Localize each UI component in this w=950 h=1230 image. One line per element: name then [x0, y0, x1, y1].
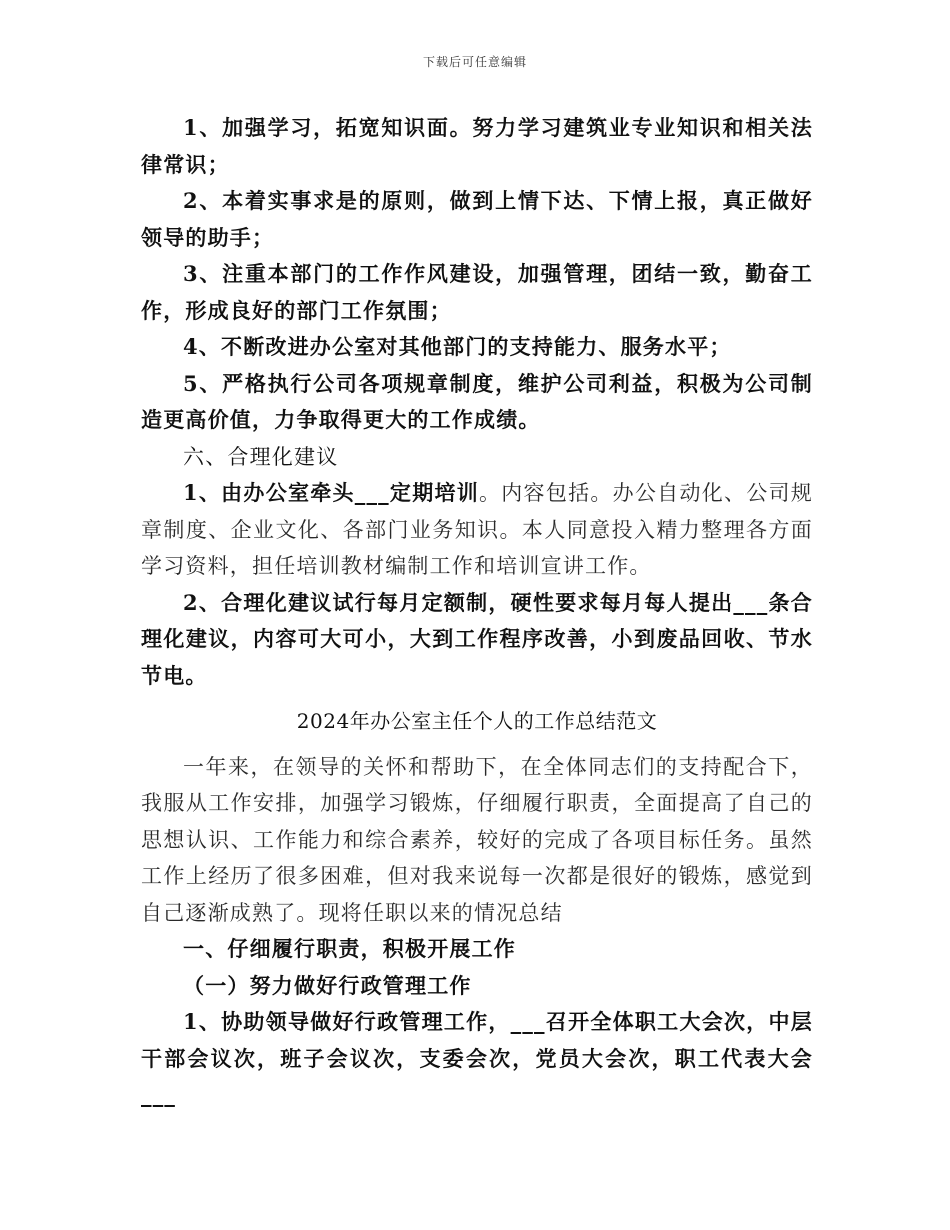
article-title: 2024年办公室主任个人的工作总结范文 — [296, 709, 658, 733]
paragraph-item-3: 3、注重本部门的工作作风建设，加强管理，团结一致，勤奋工作，形成良好的部门工作氛围； — [141, 261, 813, 323]
article-heading-1: 一、仔细履行职责，积极开展工作 — [183, 936, 516, 961]
article-intro: 一年来，在领导的关怀和帮助下，在全体同志们的支持配合下，我服从工作安排，加强学习锻炼，仔细履行职责，全面提高了自己的思想认识、工作能力和综合素养，较好的完成了各项目标任务。虽然工作上经历了很多困难，但对我来说每一次都是很好的锻炼，感觉到自己逐渐成熟了。现将任职以来的情况总结 — [141, 754, 813, 925]
article-item-1: 1、协助领导做好行政管理工作，___召开全体职工大会次，中层干部会议次，班子会议次，支委会次，党员大会次，职工代表大会___ — [141, 1009, 813, 1107]
section-6-item-1-body: 。内容包括。办公自动化、公司规章制度、企业文化、各部门业务知识。本人同意投入精力整理各方面学习资料，担任培训教材编制工作和培训宣讲工作。 — [141, 481, 813, 578]
paragraph-item-4: 4、不断改进办公室对其他部门的支持能力、服务水平； — [183, 334, 732, 359]
page-header: 下载后可任意编辑 — [422, 55, 527, 69]
section-6-item-2: 2、合理化建议试行每月定额制，硬性要求每月每人提出___条合理化建议，内容可大可小，大到工作程序改善，小到废品回收、节水节电。 — [141, 589, 813, 688]
article-subheading-1: （一）努力做好行政管理工作 — [183, 972, 472, 998]
paragraph-item-1: 1、加强学习，拓宽知识面。努力学习建筑业专业知识和相关法律常识； — [141, 115, 813, 177]
paragraph-item-2: 2、本着实事求是的原则，做到上情下达、下情上报，真正做好领导的助手； — [141, 188, 813, 250]
section-heading-6: 六、合理化建议 — [183, 444, 339, 469]
section-6-item-1-lead: 1、由办公室牵头___定期培训 — [183, 480, 480, 505]
document-body — [141, 110, 813, 1114]
section-6-item-1 — [141, 475, 813, 585]
paragraph-item-5: 5、严格执行公司各项规章制度，维护公司利益，积极为公司制造更高价值，力争取得更大的工作成绩。 — [141, 370, 813, 432]
